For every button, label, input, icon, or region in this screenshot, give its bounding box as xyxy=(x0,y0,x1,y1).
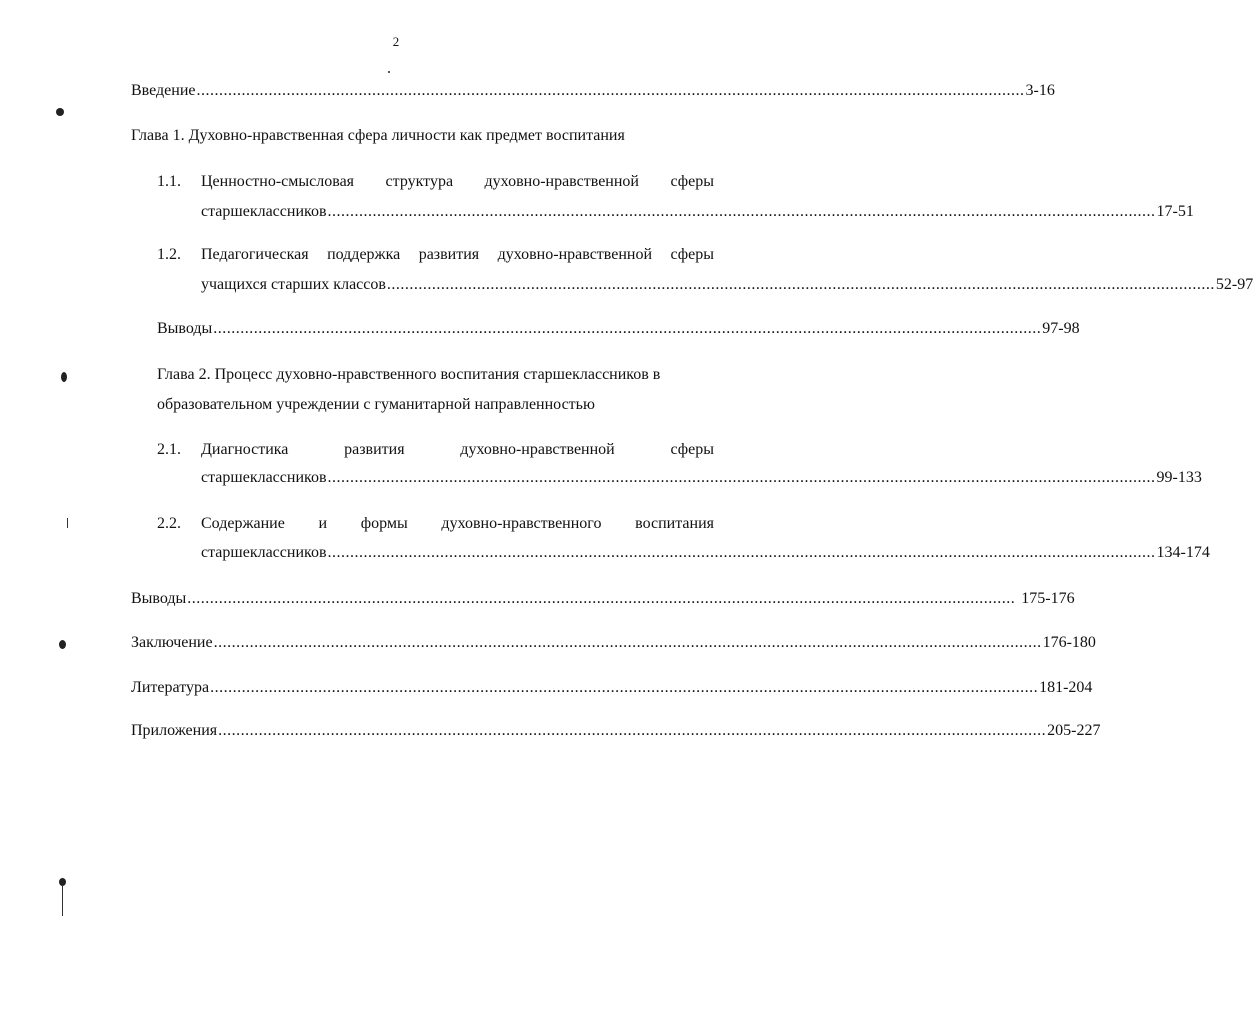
toc-section-2-1-leader[interactable] xyxy=(201,468,1202,488)
toc-entry-pages: 205-227 xyxy=(1047,722,1101,739)
scan-speck xyxy=(59,878,66,886)
toc-section-number: 1.1. xyxy=(157,173,181,190)
toc-entry-pages: 52-97 xyxy=(1215,276,1253,293)
toc-entry-intro[interactable] xyxy=(131,81,1055,101)
dot-leader: ........................................................................................................................................................................................ xyxy=(210,679,1039,696)
toc-section-number: 2.2. xyxy=(157,515,181,532)
dot-leader: ........................................................................................................................................................................................ xyxy=(218,722,1047,739)
dot-leader: ........................................................................................................................................................................................ xyxy=(187,590,1016,607)
scan-mark xyxy=(62,886,63,916)
dot-leader: ........................................................................................................................................................................................ xyxy=(213,320,1042,337)
toc-entry-pages: 3-16 xyxy=(1025,82,1055,99)
scan-speck xyxy=(59,640,66,649)
toc-entry-title: Выводы xyxy=(157,320,213,337)
toc-entry-conclusion[interactable] xyxy=(131,633,1096,653)
toc-entry-pages: 99-133 xyxy=(1156,469,1202,486)
scan-speck xyxy=(388,71,390,73)
toc-entry-title: Приложения xyxy=(131,722,218,739)
dot-leader: ........................................................................................................................................................................................ xyxy=(386,276,1215,293)
toc-section-1-2-title[interactable]: Педагогическая поддержка развития духовно-нравственной сферы xyxy=(201,246,714,263)
toc-entry-pages: 176-180 xyxy=(1042,634,1096,651)
toc-section-number: 1.2. xyxy=(157,246,181,263)
dot-leader: ........................................................................................................................................................................................ xyxy=(196,82,1025,99)
toc-entry-title: Введение xyxy=(131,82,196,99)
toc-entry-title: старшеклассников xyxy=(201,469,327,486)
dot-leader: ........................................................................................................................................................................................ xyxy=(327,203,1156,220)
toc-section-1-1-leader[interactable] xyxy=(201,202,1194,222)
dot-leader: ........................................................................................................................................................................................ xyxy=(213,634,1042,651)
toc-section-2-2-leader[interactable] xyxy=(201,543,1210,563)
toc-section-1-1-title[interactable]: Ценностно-смысловая структура духовно-нравственной сферы xyxy=(201,173,714,190)
scan-speck xyxy=(56,108,64,116)
toc-section-2-2-title[interactable]: Содержание и формы духовно-нравственного воспитания xyxy=(201,515,714,532)
toc-chapter-2-title-line1[interactable]: Глава 2. Процесс духовно-нравственного воспитания старшеклассников в xyxy=(157,366,661,383)
scan-speck xyxy=(61,372,67,382)
toc-entry-title: Заключение xyxy=(131,634,213,651)
toc-entry-pages: 181-204 xyxy=(1039,679,1093,696)
scan-mark xyxy=(67,518,68,528)
toc-entry-literature[interactable] xyxy=(131,678,1093,698)
toc-section-number: 2.1. xyxy=(157,441,181,458)
toc-section-1-2-leader[interactable] xyxy=(201,275,1253,295)
toc-entry-pages: 134-174 xyxy=(1156,544,1210,561)
toc-entry-title: учащихся старших классов xyxy=(201,276,386,293)
toc-entry-title: Литература xyxy=(131,679,210,696)
toc-entry-appendices[interactable] xyxy=(131,721,1101,741)
toc-entry-title: старшеклассников xyxy=(201,544,327,561)
toc-entry-pages: 97-98 xyxy=(1042,320,1080,337)
toc-chapter-2-title-line2[interactable]: образовательном учреждении с гуманитарной направленностью xyxy=(157,396,595,413)
toc-entry-title: старшеклассников xyxy=(201,203,327,220)
toc-entry-pages: 175-176 xyxy=(1021,590,1075,607)
toc-chapter-1-title[interactable]: Глава 1. Духовно-нравственная сфера личности как предмет воспитания xyxy=(131,127,625,144)
page-number: 2 xyxy=(392,34,400,49)
toc-entry-conclusions[interactable] xyxy=(131,589,1075,609)
toc-entry-pages: 17-51 xyxy=(1156,203,1194,220)
toc-section-2-1-title[interactable]: Диагностика развития духовно-нравственной сферы xyxy=(201,441,714,458)
toc-entry-title: Выводы xyxy=(131,590,187,607)
toc-entry-chapter-1-conclusions[interactable] xyxy=(157,319,1080,339)
dot-leader: ........................................................................................................................................................................................ xyxy=(327,469,1156,486)
dot-leader: ........................................................................................................................................................................................ xyxy=(327,544,1156,561)
